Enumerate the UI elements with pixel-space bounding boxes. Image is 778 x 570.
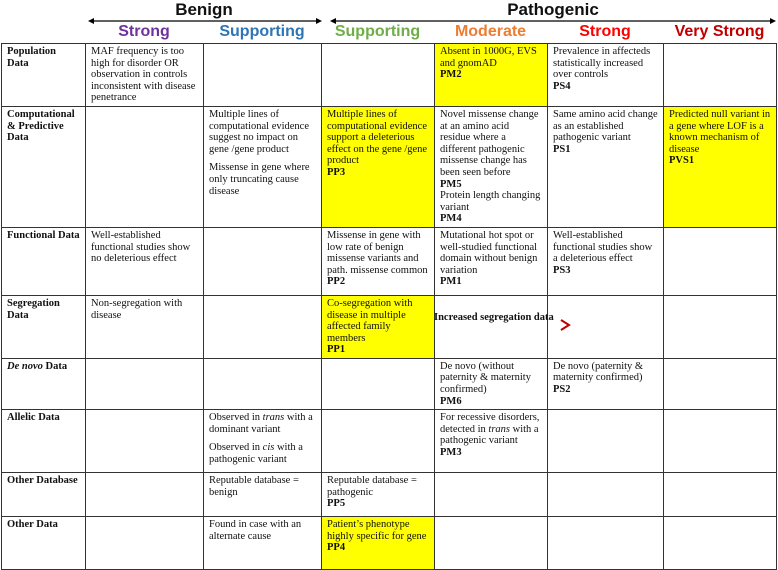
criterion-text: Missense in gene where only truncating cause disease — [209, 162, 310, 197]
evidence-cell — [664, 227, 777, 295]
evidence-cell — [322, 410, 435, 473]
criterion-code: PM4 — [440, 213, 462, 225]
evidence-cell — [86, 295, 204, 358]
criterion-text: with a dominant variant — [209, 412, 313, 435]
criterion-code: PM5 — [440, 178, 462, 190]
criterion-code: PP2 — [327, 276, 346, 288]
evidence-cell — [204, 358, 322, 409]
evidence-cell — [548, 358, 664, 409]
criterion-code: PS3 — [553, 264, 571, 276]
table-row — [2, 44, 777, 107]
row-label — [2, 44, 86, 107]
evidence-cell — [664, 295, 777, 358]
criterion-text-italic: cis — [262, 442, 275, 454]
criterion-text: Novel missense change at an amino acid residue where a different pathogenic missense change has been seen before — [440, 108, 539, 178]
row-label-text: Allelic Data — [7, 412, 60, 424]
row-label-text: Population Data — [7, 46, 57, 69]
evidence-cell — [322, 106, 435, 227]
criterion-code: PM3 — [440, 447, 462, 459]
evidence-cell — [435, 517, 548, 570]
evidence-cell — [548, 106, 664, 227]
evidence-cell — [86, 106, 204, 227]
evidence-cell — [435, 358, 548, 409]
evidence-cell — [204, 106, 322, 227]
criterion-text: Same amino acid change as an established pathogenic variant — [553, 108, 658, 144]
evidence-cell — [86, 44, 204, 107]
criterion-text: Reputable database = benign — [209, 475, 299, 498]
row-label-text: Other Database — [7, 475, 78, 487]
criterion-text: Well-established functional studies show a deleterious effect — [553, 229, 653, 265]
criterion-code: PVS1 — [669, 155, 695, 167]
evidence-cell — [204, 227, 322, 295]
evidence-cell — [548, 44, 664, 107]
criterion-text: Missense in gene with low rate of benign missense variants and path. missense common — [327, 229, 428, 276]
criterion-code: PS4 — [553, 80, 571, 92]
criterion-text: Multiple lines of computational evidence support a deleterious effect on the gene /gene product — [327, 108, 428, 167]
evidence-cell — [435, 227, 548, 295]
evidence-cell — [204, 410, 322, 473]
increased-segregation-label: Increased segregation data — [434, 312, 554, 323]
evidence-cell — [86, 473, 204, 517]
criterion-text: De novo (paternity & maternity confirmed) — [553, 360, 644, 384]
strength-pathogenic-strong: Strong — [579, 23, 631, 40]
table-row — [2, 295, 777, 358]
criterion-code: PP4 — [327, 542, 346, 554]
strength-benign-supporting: Supporting — [219, 23, 305, 40]
criterion-text: Well-established functional studies show no deleterious effect — [91, 229, 191, 265]
criterion-text: Observed in — [209, 412, 263, 424]
criterion-text: Co-segregation with disease in multiple affected family members — [327, 297, 413, 344]
row-label-text: Other Data — [7, 519, 58, 531]
table-row — [2, 410, 777, 473]
criterion-text: Mutational hot spot or well-studied functional domain without benign variation — [440, 229, 538, 276]
row-label — [2, 473, 86, 517]
pathogenic-title: Pathogenic — [507, 0, 599, 19]
evidence-cell — [664, 44, 777, 107]
evidence-cell — [204, 517, 322, 570]
row-label-text: Data — [42, 360, 68, 372]
criterion-code: PP1 — [327, 344, 346, 356]
criterion-code: PM6 — [440, 395, 462, 407]
evidence-cell — [86, 517, 204, 570]
evidence-cell — [435, 106, 548, 227]
criterion-code: PM2 — [440, 69, 462, 81]
evidence-cell — [435, 473, 548, 517]
criterion-text: Non-segregation with disease — [91, 297, 183, 321]
evidence-cell — [322, 473, 435, 517]
criterion-text: Absent in 1000G, EVS and gnomAD — [440, 46, 537, 69]
evidence-cell — [548, 227, 664, 295]
evidence-table — [1, 43, 777, 570]
evidence-cell — [322, 358, 435, 409]
evidence-cell — [548, 473, 664, 517]
evidence-cell — [86, 410, 204, 473]
table-row — [2, 106, 777, 227]
criterion-text: Found in case with an alternate cause — [209, 519, 302, 542]
row-label — [2, 517, 86, 570]
criterion-text: Prevalence in affecteds statistically increased over controls — [553, 46, 651, 81]
evidence-cell — [204, 44, 322, 107]
paragraph-gap — [209, 435, 316, 442]
evidence-cell — [322, 227, 435, 295]
criterion-text: with a pathogenic variant — [209, 442, 303, 466]
strength-benign-strong: Strong — [118, 23, 170, 40]
evidence-cell — [664, 358, 777, 409]
row-label — [2, 106, 86, 227]
evidence-cell — [664, 517, 777, 570]
strength-pathogenic-very-strong: Very Strong — [674, 23, 765, 40]
evidence-cell — [322, 44, 435, 107]
criterion-block — [209, 442, 316, 465]
criterion-text: For recessive disorders, detected in — [440, 412, 540, 435]
row-label — [2, 410, 86, 473]
evidence-cell — [204, 473, 322, 517]
evidence-cell — [548, 517, 664, 570]
criterion-code: PS2 — [553, 384, 571, 396]
row-label — [2, 295, 86, 358]
strength-pathogenic-supporting: Supporting — [334, 23, 421, 40]
criterion-block — [209, 162, 316, 197]
criterion-text: Multiple lines of computational evidence suggest no impact on gene /gene product — [209, 108, 310, 155]
row-label-italic: De novo — [7, 360, 43, 372]
criterion-code: PP5 — [327, 498, 346, 510]
table-row — [2, 358, 777, 409]
row-label — [2, 227, 86, 295]
evidence-cell — [86, 227, 204, 295]
table-row — [2, 517, 777, 570]
criterion-text: Observed in — [209, 442, 263, 454]
evidence-cell — [322, 517, 435, 570]
criterion-text: with a pathogenic variant — [440, 423, 539, 447]
row-label-text: Segregation Data — [7, 297, 60, 321]
criterion-text-italic: trans — [488, 423, 510, 435]
evidence-cell — [664, 473, 777, 517]
evidence-cell — [435, 44, 548, 107]
criterion-block — [440, 190, 542, 213]
criterion-text-italic: trans — [262, 412, 285, 424]
criterion-text: MAF frequency is too high for disorder OR observation in controls inconsistent with disease penetrance — [91, 46, 196, 104]
benign-title: Benign — [175, 0, 233, 19]
evidence-cell — [86, 358, 204, 409]
evidence-cell — [204, 295, 322, 358]
criterion-code: PP3 — [327, 166, 346, 178]
strength-pathogenic-moderate: Moderate — [454, 23, 527, 40]
criterion-text: Predicted null variant in a gene where LOF is a known mechanism of disease — [669, 108, 771, 155]
row-label — [2, 358, 86, 409]
table-row — [2, 473, 777, 517]
evidence-cell — [664, 106, 777, 227]
row-label-text: Computational & Predictive Data — [7, 108, 75, 144]
criterion-text: Reputable database = pathogenic — [327, 475, 417, 498]
table-row — [2, 227, 777, 295]
criterion-text: De novo (without paternity & maternity confirmed) — [440, 360, 531, 396]
criterion-text: Patient’s phenotype highly specific for gene — [327, 519, 427, 542]
criterion-code: PM1 — [440, 276, 462, 288]
evidence-cell — [548, 410, 664, 473]
criterion-code: PS1 — [553, 143, 571, 155]
evidence-cell — [664, 410, 777, 473]
paragraph-gap — [209, 155, 316, 162]
criterion-text: Protein length changing variant — [440, 190, 541, 213]
evidence-cell — [435, 410, 548, 473]
row-label-text: Functional Data — [7, 229, 80, 241]
